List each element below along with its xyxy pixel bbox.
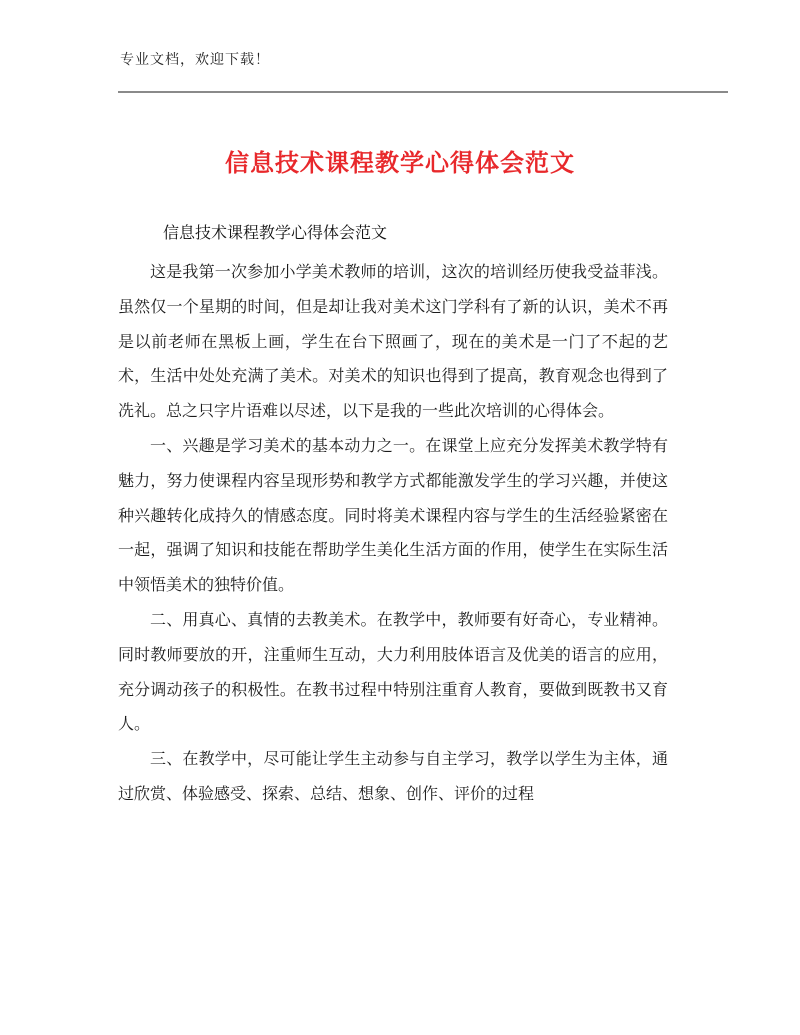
paragraph-point-1: 一、兴趣是学习美术的基本动力之一。在课堂上应充分发挥美术教学特有魅力，努力使课程内容呈现形势和教学方式都能激发学生的学习兴趣，并使这种兴趣转化成持久的情感态度。同时将美术课程内容与学生的生活经验紧密在一起，强调了知识和技能在帮助学生美化生活方面的作用，使学生在实际生活中领悟美术的独特价值。 [118,435,668,595]
document-title: 信息技术课程教学心得体会范文 [225,149,575,177]
header-note: 专业文档，欢迎下载！ [120,52,270,68]
paragraph-intro: 这是我第一次参加小学美术教师的培训，这次的培训经历使我受益菲浅。虽然仅一个星期的时间，但是却让我对美术这门学科有了新的认识，美术不再是以前老师在黑板上画，学生在台下照画了，现在的美术是一门了不起的艺术，生活中处处充满了美术。对美术的知识也得到了提高，教育观念也得到了冼礼。总之只字片语难以尽述，以下是我的一些此次培训的心得体会。 [118,262,668,421]
paragraph-point-2: 二、用真心、真情的去教美术。在教学中，教师要有好奇心，专业精神。同时教师要放的开，注重师生互动，大力利用肢体语言及优美的语言的应用，充分调动孩子的积极性。在教书过程中特别注重育人教育，要做到既教书又育人。 [118,609,668,734]
document-body [118,255,668,812]
paragraph-point-3: 三、在教学中，尽可能让学生主动参与自主学习，教学以学生为主体，通过欣赏、体验感受、探索、总结、想象、创作、评价的过程 [118,749,668,803]
header-divider [118,91,728,93]
document-subtitle: 信息技术课程教学心得体会范文 [163,223,388,242]
